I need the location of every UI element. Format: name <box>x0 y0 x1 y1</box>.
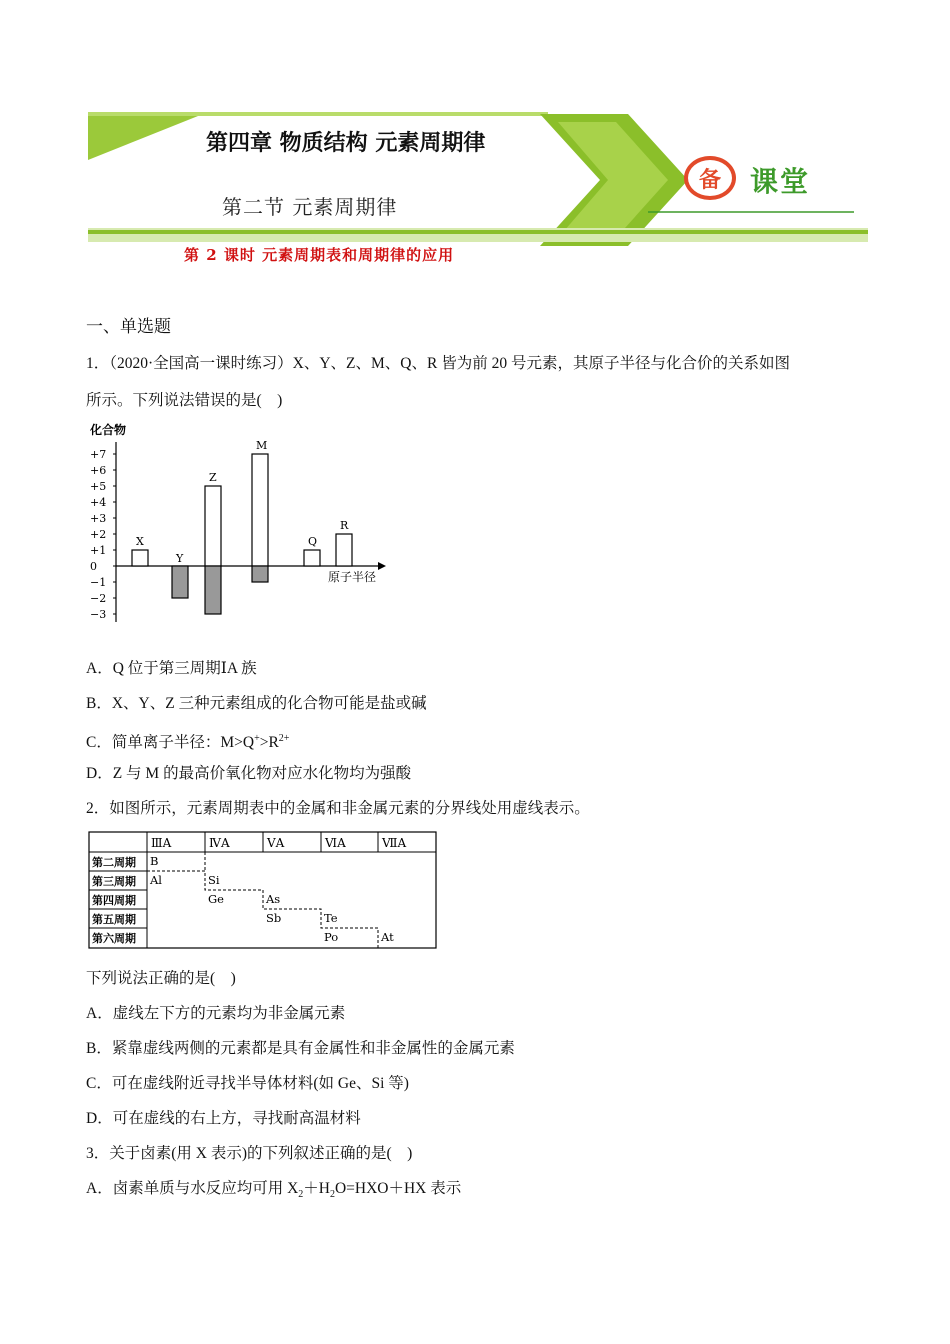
q2-option-c: C．可在虚线附近寻找半导体材料(如 Ge、Si 等) <box>86 1075 409 1092</box>
q1-option-c <box>86 729 289 753</box>
chart-bar-label: Q <box>308 535 318 548</box>
table-cell: B <box>150 854 159 868</box>
q1-stem-line1: 1．（2020·全国高一课时练习）X、Y、Z、M、Q、R 皆为前 20 号元素，其原子半径与化合价的关系如图 <box>86 355 790 372</box>
chart-bar-positive <box>252 454 268 566</box>
q1-option-c-sup2: 2+ <box>278 733 290 744</box>
table-header: ⅥA <box>325 836 346 850</box>
q1-stem-line2: 所示。下列说法错误的是( ) <box>86 392 283 409</box>
q3-a-sub2: 2 <box>329 1189 335 1201</box>
chart-bar-label: R <box>340 519 349 532</box>
table-cell: Ge <box>208 892 224 906</box>
chart-bar-label: X <box>136 535 144 548</box>
q3-a-p2: ＋H <box>303 1180 330 1197</box>
logo-badge <box>684 156 736 200</box>
table-row-label: 第六周期 <box>92 932 136 945</box>
q1-option-c-mid: >R <box>259 734 279 752</box>
chapter-title: 第四章 物质结构 元素周期律 <box>206 131 486 156</box>
table-row-label: 第四周期 <box>92 894 136 907</box>
chart-tick-label: −3 <box>90 608 107 621</box>
q3-a-p3: O=HXO＋HX 表示 <box>334 1180 462 1197</box>
q1-option-c-sup1: + <box>254 733 260 744</box>
chart-bars <box>132 439 352 614</box>
chart-bar-label: Z <box>209 471 217 484</box>
q2-after: 下列说法正确的是( ) <box>86 970 236 987</box>
q3-a-p1: A．卤素单质与水反应均可用 X <box>86 1180 299 1197</box>
q2-option-a: A．虚线左下方的元素均为非金属元素 <box>86 1005 346 1022</box>
table-header: ⅣA <box>209 836 230 850</box>
chart-bar-positive <box>205 486 221 566</box>
chart-tick-label: +6 <box>90 464 107 477</box>
chart-tick-label: 0 <box>90 560 97 573</box>
table-row-label: 第二周期 <box>92 856 136 869</box>
table-row-label: 第三周期 <box>92 875 136 888</box>
chart-bar-negative <box>172 566 188 598</box>
chart-x-arrow <box>378 562 386 570</box>
chart-bar-positive <box>336 534 352 566</box>
chart-ylabel: 化合物 <box>90 423 127 437</box>
chart-tick-label: +3 <box>90 512 107 525</box>
table-cell: At <box>381 930 394 944</box>
q1-option-c-prefix: C．简单离子半径：M>Q <box>86 734 255 752</box>
chart-bar-label: Y <box>176 552 184 565</box>
q2-stem: 2．如图所示，元素周期表中的金属和非金属元素的分界线处用虚线表示。 <box>86 800 590 817</box>
chart-bar-positive <box>132 550 148 566</box>
chart-bar-positive <box>304 550 320 566</box>
q2-option-b: B．紧靠虚线两侧的元素都是具有金属性和非金属性的金属元素 <box>86 1040 515 1057</box>
chart-xlabel: 原子半径 <box>328 570 377 584</box>
banner-chevron-inner <box>558 122 668 238</box>
q2-option-d: D．可在虚线的右上方，寻找耐高温材料 <box>86 1110 361 1127</box>
table-cell: Sb <box>266 911 282 925</box>
chart-bar-negative <box>252 566 268 582</box>
table-content <box>89 832 436 948</box>
table-cell: As <box>266 892 281 906</box>
banner-bottom-line <box>88 230 868 234</box>
chart-tick-label: +5 <box>90 480 107 493</box>
table-header: ⅤA <box>267 836 285 850</box>
periodic-table-fragment <box>88 831 438 950</box>
table-row-label: 第五周期 <box>92 913 136 926</box>
chart-tick-label: −2 <box>90 592 107 605</box>
banner-top-bar <box>88 112 548 116</box>
chart-ticks <box>90 448 116 621</box>
table-cell: Po <box>324 930 339 944</box>
lesson-title: 第 2 课时 元素周期表和周期律的应用 <box>184 246 455 264</box>
table-cell: Si <box>208 873 220 887</box>
q3-stem: 3．关于卤素(用 X 表示)的下列叙述正确的是( ) <box>86 1145 413 1162</box>
chart-bar-negative <box>205 566 221 614</box>
metal-nonmetal-boundary <box>147 871 378 948</box>
chart-tick-label: −1 <box>90 576 107 589</box>
chart-tick-label: +1 <box>90 544 107 557</box>
q1-chart <box>86 420 396 630</box>
section-title: 第二节 元素周期律 <box>222 195 398 219</box>
logo-char: 备 <box>698 167 721 193</box>
chart-tick-label: +4 <box>90 496 107 509</box>
table-cell: Te <box>324 911 338 925</box>
table-header: ⅢA <box>151 836 172 850</box>
q1-option-d: D．Z 与 M 的最高价氧化物对应水化物均为强酸 <box>86 765 412 782</box>
q1-option-b: B．X、Y、Z 三种元素组成的化合物可能是盐或碱 <box>86 695 427 712</box>
chart-bar-label: M <box>256 439 268 452</box>
chart-tick-label: +7 <box>90 448 107 461</box>
q3-option-a <box>86 1179 461 1205</box>
part-heading: 一、单选题 <box>86 317 171 336</box>
table-cell: Al <box>150 873 162 887</box>
banner-left-triangle <box>88 116 198 160</box>
logo-text: 课堂 <box>750 165 811 198</box>
chart-tick-label: +2 <box>90 528 107 541</box>
table-header: ⅦA <box>382 836 407 850</box>
q3-a-sub1: 2 <box>298 1189 304 1201</box>
q1-option-a: A．Q 位于第三周期ⅠA 族 <box>86 660 257 677</box>
